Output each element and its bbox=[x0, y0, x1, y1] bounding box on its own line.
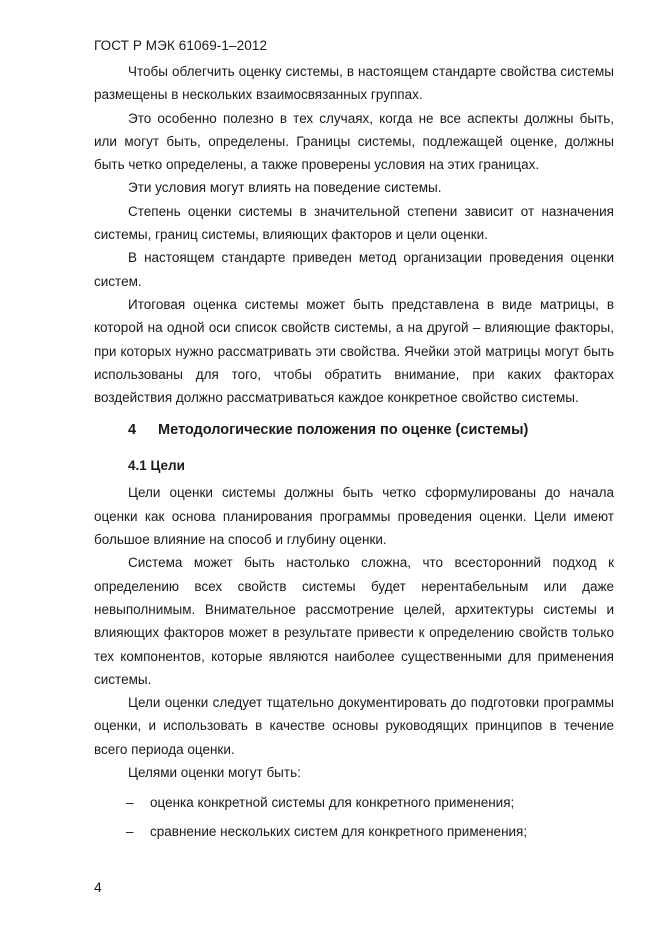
list-item bbox=[94, 817, 614, 846]
list-item-text: оценка конкретной системы для конкретного применения; bbox=[150, 795, 515, 811]
section-title: Методологические положения по оценке (системы) bbox=[158, 422, 529, 439]
paragraph: Цели оценки следует тщательно документировать до подготовки программы оценки, и использовать в качестве основы руководящих принципов в течение всего периода оценки. bbox=[94, 695, 614, 757]
document-page bbox=[94, 38, 614, 846]
paragraph: Степень оценки системы в значительной степени зависит от назначения системы, границ системы, влияющих факторов и цели оценки. bbox=[94, 203, 614, 243]
section-heading bbox=[94, 422, 614, 438]
paragraph: Эти условия могут влиять на поведение системы. bbox=[128, 180, 442, 196]
paragraph: Система может быть настолько сложна, что всесторонний подход к определению всех свойств системы будет нерентабельным или даже невыполнимым. Внимательное рассмотрение целей, архитектуры системы и влияющих факторов может в результате привести к определению свойств только тех компонентов, которые являются наиболее существенными для применения системы. bbox=[94, 555, 614, 687]
subsection-heading: 4.1 Цели bbox=[128, 458, 185, 474]
paragraph: Цели оценки системы должны быть четко сформулированы до начала оценки как основа планирования программы проведения оценки. Цели имеют большое влияние на способ и глубину оценки. bbox=[94, 485, 614, 548]
paragraph: Чтобы облегчить оценку системы, в настоящем стандарте свойства системы размещены в нескольких взаимосвязанных группах. bbox=[94, 64, 614, 103]
list-item-text: сравнение нескольких систем для конкретного применения; bbox=[150, 824, 528, 840]
page-number: 4 bbox=[94, 879, 102, 895]
paragraph: Целями оценки могут быть: bbox=[128, 765, 301, 781]
paragraph: Итоговая оценка системы может быть представлена в виде матрицы, в которой на одной оси список свойств системы, а на другой – влияющие факторы, при которых нужно рассматривать эти свойства. Ячейки этой матрицы могут быть использованы для того, чтобы обратить внимание, при каких факторах воздействия должно рассматриваться каждое конкретное свойство системы. bbox=[94, 296, 614, 406]
list-item bbox=[94, 788, 614, 817]
list-bullet: – bbox=[126, 824, 134, 840]
list-bullet: – bbox=[126, 795, 134, 811]
document-header: ГОСТ Р МЭК 61069-1–2012 bbox=[94, 38, 268, 53]
section-number: 4 bbox=[128, 422, 137, 439]
goals-list bbox=[94, 788, 614, 846]
paragraph: В настоящем стандарте приведен метод организации проведения оценки систем. bbox=[94, 250, 614, 289]
paragraph: Это особенно полезно в тех случаях, когда не все аспекты должны быть, или могут быть, определены. Границы системы, подлежащей оценке, должны быть четко определены, а также проверены условия на этих границах. bbox=[94, 110, 614, 173]
